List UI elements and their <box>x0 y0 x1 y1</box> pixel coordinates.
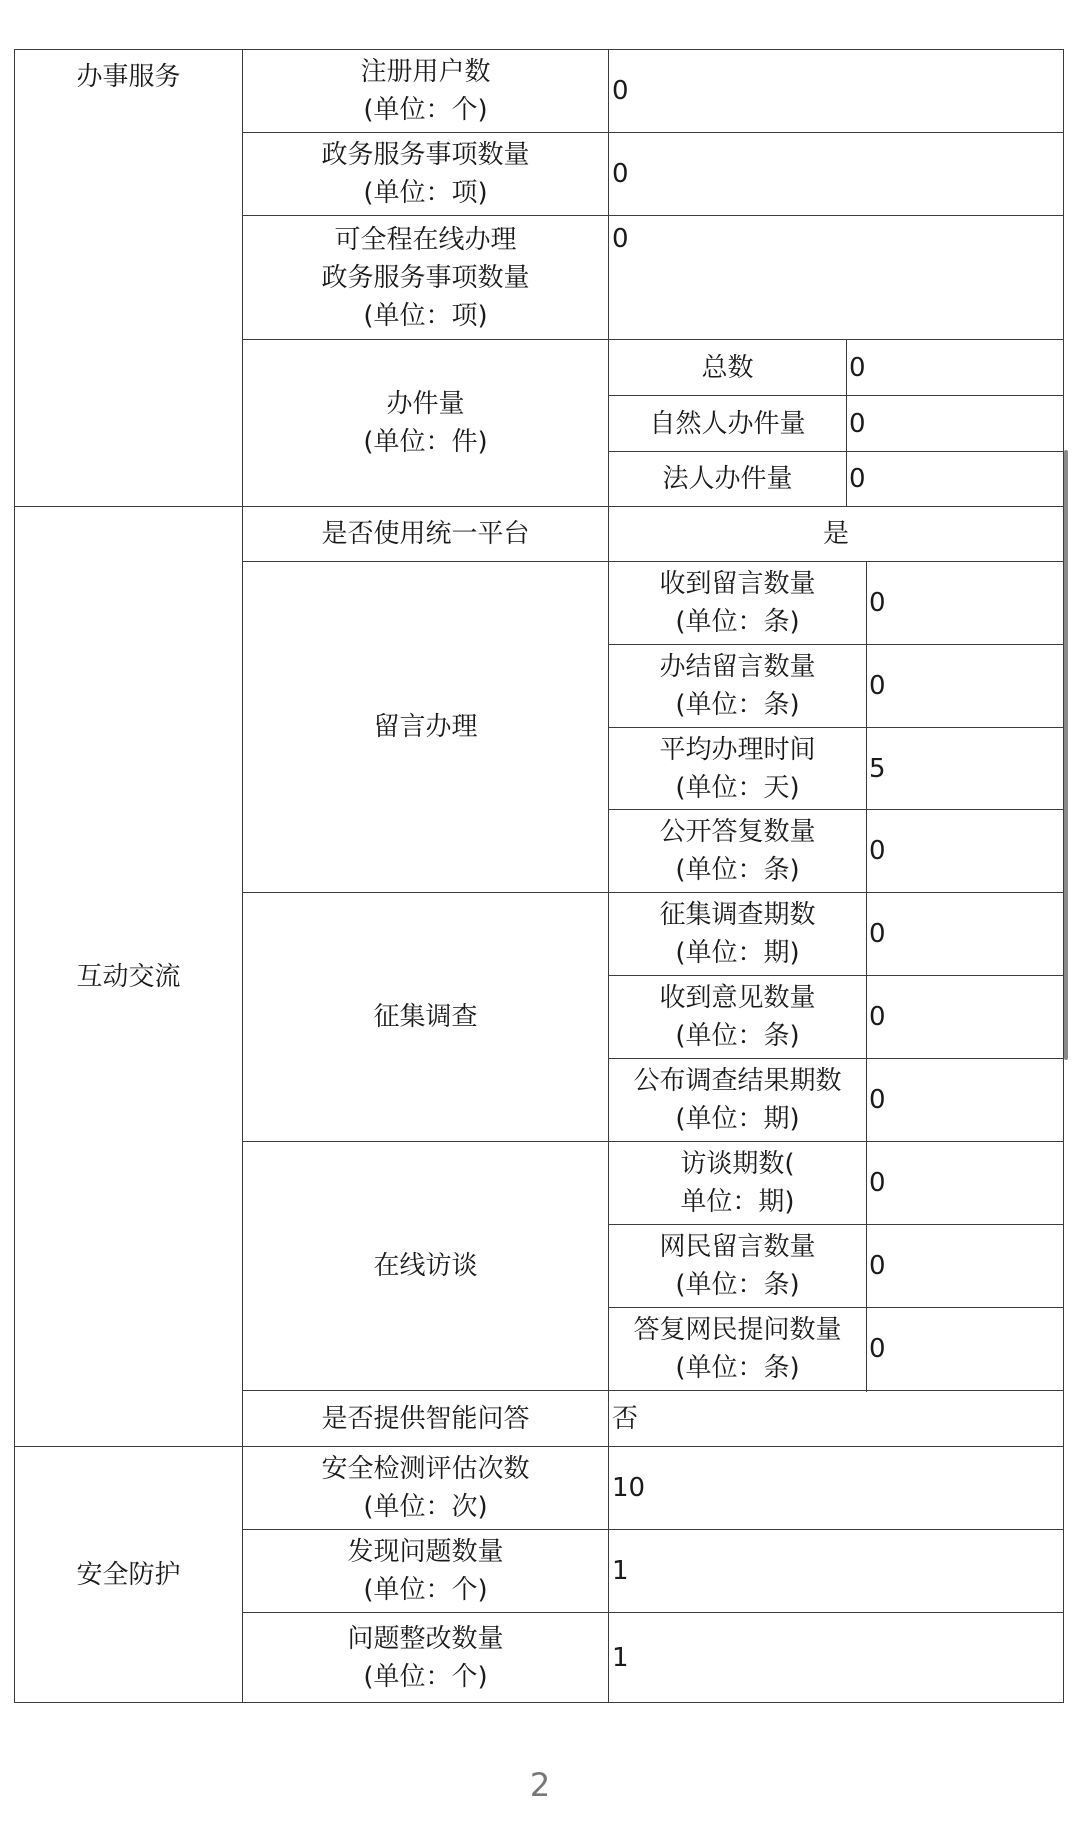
sub-value-netizen-questions-answered: 0 <box>869 1334 886 1364</box>
table-border-bottom <box>14 1702 1064 1703</box>
col-divider-cases <box>846 340 847 507</box>
sub-value-survey-results-published: 0 <box>869 1085 886 1115</box>
row-value-online-service-items: 0 <box>612 224 629 254</box>
row-value-registered-users: 0 <box>612 76 629 106</box>
sub-label-messages-closed: 办结留言数量 (单位：条) <box>659 652 816 720</box>
sub-label-case-total: 总数 <box>701 352 754 383</box>
sub-label-interview-periods: 访谈期数( 单位：期) <box>680 1149 795 1217</box>
sub-value-case-legal-person: 0 <box>849 464 866 494</box>
sub-label-netizen-messages: 网民留言数量 (单位：条) <box>659 1232 816 1300</box>
sub-label-netizen-questions-answered: 答复网民提问数量 (单位：条) <box>633 1315 842 1383</box>
sub-value-messages-received: 0 <box>869 588 886 618</box>
row-value-issues-fixed: 1 <box>612 1642 629 1673</box>
row-label-registered-users: 注册用户数 (单位：个) <box>360 57 491 125</box>
row-label-issues-found: 发现问题数量 (单位：个) <box>347 1537 504 1605</box>
section-label-interaction: 互动交流 <box>76 961 181 992</box>
row-label-security-assessments: 安全检测评估次数 (单位：次) <box>321 1454 530 1522</box>
row-value-smart-qa: 否 <box>612 1403 639 1434</box>
page-number: 2 <box>529 1766 551 1804</box>
row-label-case-volume: 办件量 (单位：件) <box>363 389 488 457</box>
sub-value-avg-handling-time: 5 <box>869 753 886 784</box>
row-value-issues-found: 1 <box>612 1556 629 1586</box>
sub-value-messages-closed: 0 <box>869 671 886 701</box>
col-divider-sub <box>866 562 867 1392</box>
group-label-interview: 在线访谈 <box>373 1251 478 1281</box>
row-label-smart-qa: 是否提供智能问答 <box>321 1403 530 1434</box>
sub-label-opinions-received: 收到意见数量 (单位：条) <box>659 983 816 1051</box>
sub-value-public-replies: 0 <box>869 836 886 866</box>
sub-value-interview-periods: 0 <box>869 1168 886 1198</box>
group-label-survey: 征集调查 <box>373 1002 478 1032</box>
section-label-service: 办事服务 <box>76 62 181 92</box>
sub-label-avg-handling-time: 平均办理时间 (单位：天) <box>659 734 816 803</box>
group-label-messages: 留言办理 <box>373 712 478 742</box>
row-value-unified-platform: 是 <box>822 519 849 549</box>
sub-value-netizen-messages: 0 <box>869 1251 886 1281</box>
sub-value-case-natural-person: 0 <box>849 408 866 439</box>
sub-value-survey-periods: 0 <box>869 919 886 949</box>
section-label-security: 安全防护 <box>76 1559 181 1590</box>
row-label-unified-platform: 是否使用统一平台 <box>321 519 530 549</box>
row-label-online-service-items: 可全程在线办理 政务服务事项数量 (单位：项) <box>321 224 530 331</box>
sub-value-opinions-received: 0 <box>869 1002 886 1032</box>
row-value-security-assessments: 10 <box>612 1473 646 1503</box>
row-value-service-items: 0 <box>612 159 629 189</box>
vertical-scrollbar[interactable] <box>1064 450 1068 1060</box>
row-label-issues-fixed: 问题整改数量 (单位：个) <box>347 1623 504 1692</box>
sub-label-messages-received: 收到留言数量 (单位：条) <box>659 569 816 637</box>
row-label-service-items: 政务服务事项数量 (单位：项) <box>321 140 530 208</box>
sub-value-case-total: 0 <box>849 352 866 383</box>
sub-label-case-natural-person: 自然人办件量 <box>649 408 806 439</box>
sub-label-survey-results-published: 公布调查结果期数 (单位：期) <box>633 1066 842 1134</box>
sub-label-public-replies: 公开答复数量 (单位：条) <box>659 817 816 885</box>
sub-label-survey-periods: 征集调查期数 (单位：期) <box>659 900 816 968</box>
sub-label-case-legal-person: 法人办件量 <box>662 464 793 494</box>
